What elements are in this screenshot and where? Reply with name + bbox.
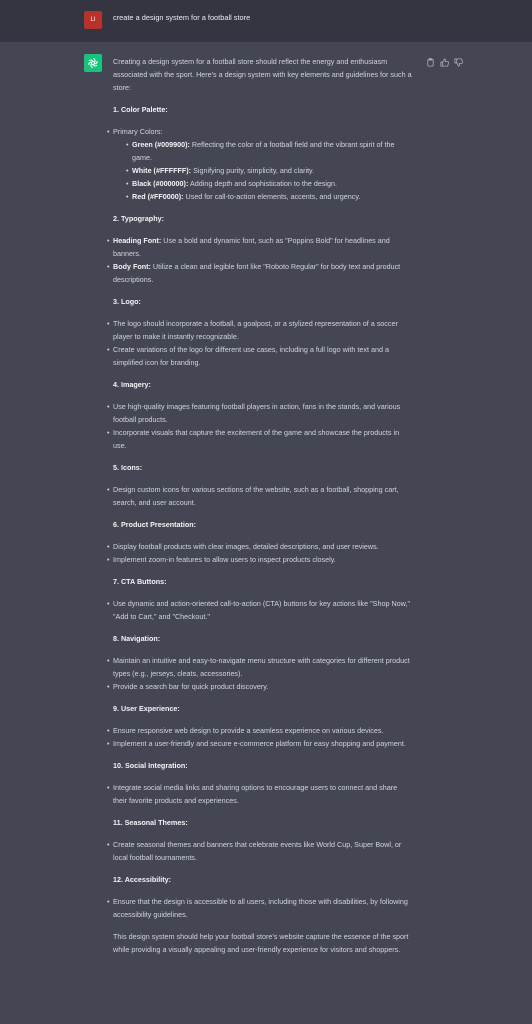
closing-paragraph: This design system should help your football store's website capture the essence of the sport while providing a visually appealing and user-friendly experience for visitors and shoppers. bbox=[113, 932, 409, 954]
list-item bbox=[113, 125, 413, 203]
list-item bbox=[132, 177, 413, 190]
list-item-text: Used for call-to-action elements, accents, and urgency. bbox=[183, 192, 361, 201]
user-message-row bbox=[0, 0, 532, 42]
section-heading: 6. Product Presentation: bbox=[113, 520, 197, 529]
list-item: • Display football products with clear images, detailed descriptions, and user reviews. bbox=[113, 540, 413, 553]
list-item: • Integrate social media links and sharing options to encourage users to connect and share their favorite products and experiences. bbox=[113, 781, 413, 807]
section-heading: 8. Navigation: bbox=[113, 634, 161, 643]
list-item: • Implement zoom-in features to allow users to inspect products closely. bbox=[113, 553, 413, 566]
list-item bbox=[113, 234, 413, 260]
bullet-list bbox=[113, 597, 413, 623]
bullet-list bbox=[113, 654, 413, 693]
section-heading: 2. Typography: bbox=[113, 214, 164, 223]
bullet-list bbox=[113, 483, 413, 509]
list-item: • Create seasonal themes and banners that celebrate events like World Cup, Super Bowl, or local football tournaments. bbox=[113, 838, 413, 864]
bullet-list bbox=[113, 125, 413, 203]
section-heading: 11. Seasonal Themes: bbox=[113, 818, 188, 827]
section-heading: 7. CTA Buttons: bbox=[113, 577, 167, 586]
list-item bbox=[132, 190, 413, 203]
user-avatar-initials: LI bbox=[90, 17, 96, 23]
list-item-bold: Black (#000000): bbox=[132, 179, 189, 188]
bullet-list bbox=[113, 895, 413, 921]
list-item-text: Primary Colors: bbox=[113, 127, 163, 136]
list-item-bold: White (#FFFFFF): bbox=[132, 166, 192, 175]
sub-bullet-list bbox=[132, 138, 413, 203]
list-item: • Ensure responsive web design to provide a seamless experience on various devices. bbox=[113, 724, 413, 737]
list-item bbox=[132, 138, 413, 164]
list-item-text: Use a bold and dynamic font, such as "Poppins Bold" for headlines and banners. bbox=[113, 236, 390, 258]
section-heading: 5. Icons: bbox=[113, 463, 143, 472]
bullet-list bbox=[113, 724, 413, 750]
list-item: • Use dynamic and action-oriented call-to-action (CTA) buttons for key actions like "Shop Now," "Add to Cart," and "Checkout." bbox=[113, 597, 413, 623]
openai-logo-icon bbox=[84, 54, 102, 72]
list-item: • Maintain an intuitive and easy-to-navigate menu structure with categories for different product types (e.g., jerseys, cleats, accessories). bbox=[113, 654, 413, 680]
list-item bbox=[132, 164, 413, 177]
list-item: • Design custom icons for various sections of the website, such as a football, shopping cart, search, and user account. bbox=[113, 483, 413, 509]
list-item: • Use high-quality images featuring football players in action, fans in the stands, and various football products. bbox=[113, 400, 413, 426]
list-item: • Ensure that the design is accessible to all users, including those with disabilities, by following accessibility guidelines. bbox=[113, 895, 413, 921]
section-heading: 3. Logo: bbox=[113, 297, 141, 306]
list-item-text: Utilize a clean and legible font like "Roboto Regular" for body text and product descriptions. bbox=[113, 262, 401, 284]
bullet-list bbox=[113, 234, 413, 286]
list-item: • Incorporate visuals that capture the excitement of the game and showcase the products in use. bbox=[113, 426, 413, 452]
list-item: • Implement a user-friendly and secure e-commerce platform for easy shopping and payment. bbox=[113, 737, 413, 750]
list-item-bold: Red (#FF0000): bbox=[132, 192, 184, 201]
list-item: • The logo should incorporate a football, a goalpost, or a stylized representation of a soccer player to make it instantly recognizable. bbox=[113, 317, 413, 343]
section-heading: 1. Color Palette: bbox=[113, 105, 168, 114]
section-heading: 12. Accessibility: bbox=[113, 875, 172, 884]
bullet-list bbox=[113, 838, 413, 864]
list-item-text: Signifying purity, simplicity, and clarity. bbox=[191, 166, 315, 175]
thumbs-down-icon[interactable] bbox=[454, 54, 463, 63]
list-item bbox=[113, 260, 413, 286]
bullet-list bbox=[113, 317, 413, 369]
bullet-list bbox=[113, 540, 413, 566]
list-item-bold: Body Font: bbox=[113, 262, 151, 271]
bullet-list bbox=[113, 781, 413, 807]
section-heading: 9. User Experience: bbox=[113, 704, 180, 713]
list-item-bold: Green (#009900): bbox=[132, 140, 190, 149]
message-actions bbox=[426, 54, 463, 63]
list-item-bold: Heading Font: bbox=[113, 236, 162, 245]
list-item: • Provide a search bar for quick product discovery. bbox=[113, 680, 413, 693]
assistant-message-content bbox=[113, 55, 413, 956]
list-item-text: Reflecting the color of a football field and the vibrant spirit of the game. bbox=[132, 140, 395, 162]
bullet-list bbox=[113, 400, 413, 452]
user-message-text: create a design system for a football store bbox=[113, 13, 251, 22]
list-item: • Create variations of the logo for different use cases, including a full logo with text and a simplified icon for branding. bbox=[113, 343, 413, 369]
intro-paragraph: Creating a design system for a football store should reflect the energy and enthusiasm associated with the sport. Here's a design system with key elements and guidelines for such a store: bbox=[113, 57, 412, 92]
user-avatar bbox=[84, 11, 102, 29]
list-item-text: Adding depth and sophistication to the design. bbox=[188, 179, 337, 188]
section-heading: 10. Social Integration: bbox=[113, 761, 188, 770]
clipboard-icon[interactable] bbox=[426, 54, 435, 63]
thumbs-up-icon[interactable] bbox=[440, 54, 449, 63]
section-heading: 4. Imagery: bbox=[113, 380, 151, 389]
